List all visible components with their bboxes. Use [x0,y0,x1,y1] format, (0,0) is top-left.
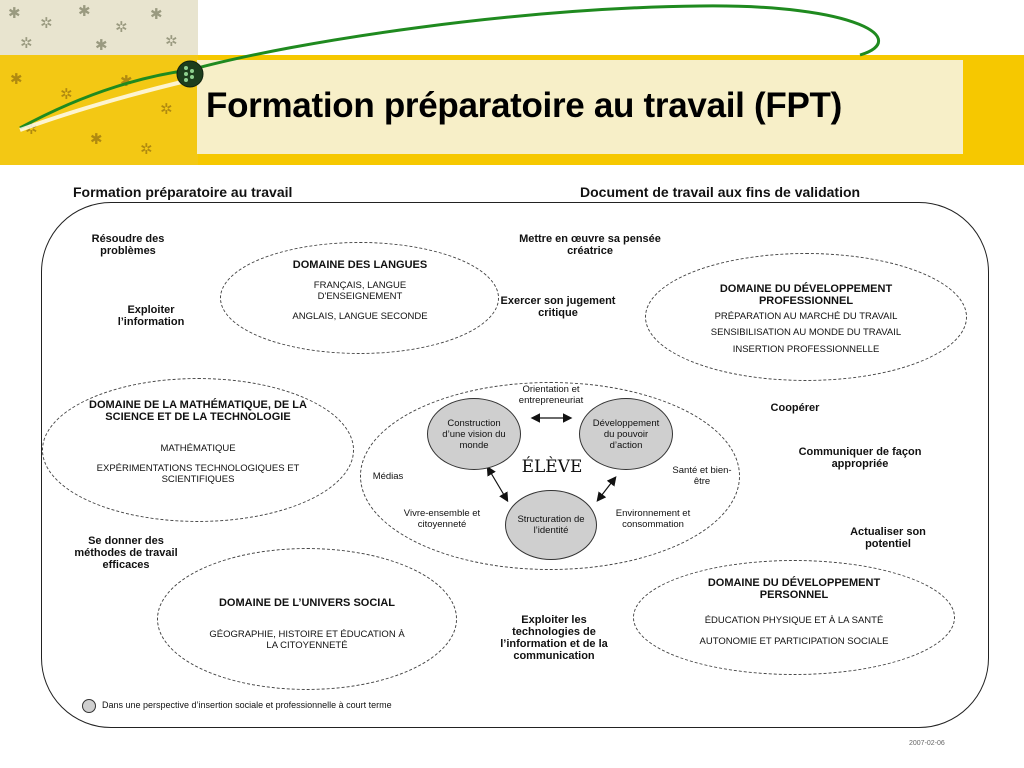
pattern-glyph: ✱ [95,36,108,54]
domain-dev-perso-item-2: AUTONOMIE ET PARTICIPATION SOCIALE [699,636,889,647]
domain-dev-pro-title: DOMAINE DU DÉVELOPPEMENT PROFESSIONNEL [719,283,893,307]
eleve-label: ÉLÈVE [521,457,583,477]
domain-math-title: DOMAINE DE LA MATHÉMATIQUE, DE LA SCIENCE ET DE LA TECHNOLOGIE [89,399,307,423]
domain-dev-perso-title: DOMAINE DU DÉVELOPPEMENT PERSONNEL [707,577,881,601]
circle-structuration [505,490,597,560]
legend-text: Dans une perspective d’insertion sociale et professionnelle à court terme [102,700,392,710]
pattern-glyph: ✱ [10,70,23,88]
domain-univers-item-1: GÉOGRAPHIE, HISTOIRE ET ÉDUCATION À LA CITOYENNETÉ [209,629,405,651]
document-left-header: Formation préparatoire au travail [73,184,293,200]
domain-dev-pro-item-1: PRÉPARATION AU MARCHÉ DU TRAVAIL [714,311,898,322]
theme-sante: Santé et bien-être [672,465,732,487]
circle-structuration-label: Structuration de l’identité [517,514,585,536]
domain-dev-pro-item-3: INSERTION PROFESSIONNELLE [732,344,880,355]
competency-jugement: Exercer son jugement critique [500,295,616,319]
pattern-glyph: ✱ [78,2,91,20]
pattern-glyph: ✲ [25,120,38,138]
competency-mettre-oeuvre: Mettre en œuvre sa pensée créatrice [519,233,661,257]
domain-dev-pro-item-2: SENSIBILISATION AU MONDE DU TRAVAIL [710,327,902,338]
arrow-developpement-structuration [598,478,615,500]
domain-langues-item-1: FRANÇAIS, LANGUE D'ENSEIGNEMENT [313,280,407,302]
document-date: 2007-02-06 [909,740,945,747]
pattern-glyph: ✲ [40,14,53,32]
legend-circle-icon [82,699,96,713]
domain-math-item-1: MATHÉMATIQUE [160,443,236,454]
domain-dev-perso-item-1: ÉDUCATION PHYSIQUE ET À LA SANTÉ [704,615,884,626]
pattern-glyph: ✲ [160,100,173,118]
document-right-header: Document de travail aux fins de validation [580,184,861,200]
circle-construction-label: Construction d’une vision du monde [442,417,506,451]
pattern-glyph: ✱ [90,130,103,148]
pattern-glyph: ✱ [120,72,133,90]
domain-math-item-2: EXPÉRIMENTATIONS TECHNOLOGIQUES ET SCIENTIFIQUES [96,463,300,485]
pattern-glyph: ✲ [140,140,153,158]
circle-developpement-label: Développement du pouvoir d’action [592,417,660,451]
competency-communiquer: Communiquer de façon appropriée [798,446,922,470]
pattern-glyph: ✲ [60,85,73,103]
pattern-glyph: ✱ [150,5,163,23]
slide-title: Formation préparatoire au travail (FPT) [206,86,842,125]
theme-environnement: Environnement et consommation [615,508,691,530]
pattern-glyph: ✲ [20,34,33,52]
competency-cooperer: Coopérer [770,402,820,414]
domain-langues-title: DOMAINE DES LANGUES [292,259,428,271]
theme-vivre-ensemble: Vivre-ensemble et citoyenneté [403,508,481,530]
competency-methodes: Se donner des méthodes de travail efficaces [74,535,178,571]
domain-langues-item-2: ANGLAIS, LANGUE SECONDE [292,311,428,322]
competency-technologies: Exploiter les technologies de l’information et de la communication [500,614,608,662]
pattern-glyph: ✱ [8,4,21,22]
theme-medias: Médias [372,471,404,482]
domain-univers-title: DOMAINE DE L’UNIVERS SOCIAL [218,597,396,609]
pattern-glyph: ✲ [165,32,178,50]
pattern-glyph: ✲ [115,18,128,36]
competency-actualiser: Actualiser son potentiel [850,526,926,550]
competency-exploiter-information: Exploiter l’information [117,304,185,328]
competency-resoudre: Résoudre des problèmes [91,233,165,257]
theme-orientation: Orientation et entrepreneuriat [518,384,584,406]
